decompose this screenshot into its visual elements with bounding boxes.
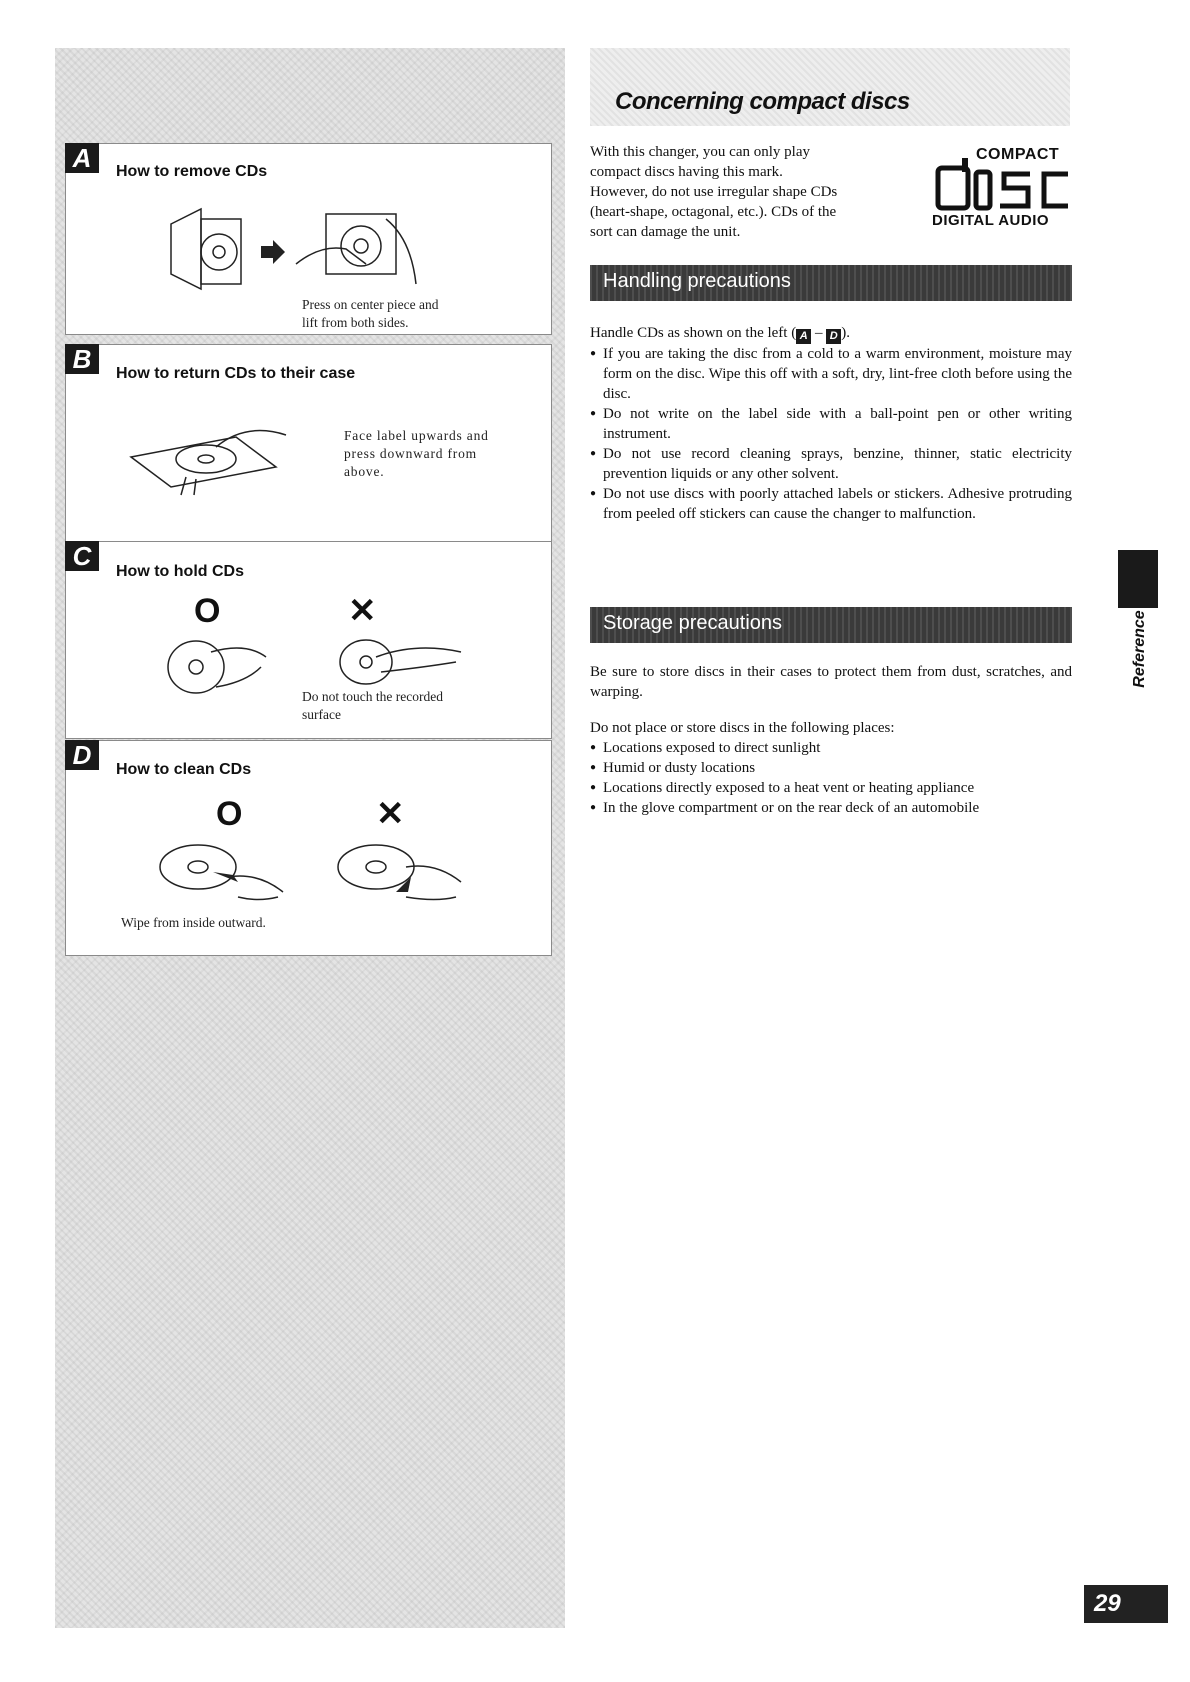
handling-body — [590, 323, 1072, 524]
return-cd-illustration — [126, 417, 296, 497]
mini-badge-a: A — [796, 329, 811, 344]
compact-disc-logo — [932, 146, 1072, 234]
panel-return-cds — [65, 344, 552, 544]
disc-logo-icon — [932, 158, 1072, 212]
panel-a-caption: Press on center piece and lift from both sides. — [302, 297, 439, 330]
side-label-reference: Reference — [1131, 610, 1148, 688]
clean-ok-illustration — [158, 837, 288, 907]
panel-clean-cds — [65, 740, 552, 956]
storage-body — [590, 662, 1072, 818]
side-tab-marker — [1118, 550, 1158, 608]
list-item: ● In the glove compartment or on the rear deck of an automobile — [590, 798, 1072, 818]
panel-hold-cds — [65, 541, 552, 739]
hold-ng-mark: ✕ — [348, 592, 377, 630]
intro-text: With this changer, you can only play compact discs having this mark. However, do not use irregular shape CDs (heart-shape, octagonal, etc.). CDs of the sort can damage the unit. — [590, 144, 838, 240]
list-item: ● Do not write on the label side with a ball-point pen or other writing instrument. — [590, 404, 1072, 444]
storage-para2: Do not place or store discs in the following places: — [590, 720, 895, 736]
storage-bullet-list — [590, 738, 1072, 818]
storage-para1: Be sure to store discs in their cases to protect them from dust, scratches, and warping. — [590, 664, 1072, 700]
hold-ok-illustration — [166, 632, 276, 702]
hold-ng-illustration — [336, 632, 466, 692]
panel-d-caption: Wipe from inside outward. — [121, 915, 266, 930]
badge-b: B — [65, 344, 99, 374]
page-title: Concerning compact discs — [615, 88, 910, 115]
badge-d: D — [65, 740, 99, 770]
handling-title: Handling precautions — [603, 270, 791, 292]
list-item: ● Do not use discs with poorly attached labels or stickers. Adhesive protruding from peeled off stickers can cause the changer to malfunction. — [590, 484, 1072, 524]
handling-bullet-list — [590, 344, 1072, 524]
panel-remove-cds — [65, 143, 552, 335]
badge-c: C — [65, 541, 99, 571]
list-item: ● Do not use record cleaning sprays, benzine, thinner, static electricity prevention liquids or any other solvent. — [590, 444, 1072, 484]
hold-ok-mark: O — [194, 592, 221, 630]
clean-ok-mark: O — [216, 795, 243, 833]
handling-lead: Handle CDs as shown on the left ( A – D ). — [590, 325, 850, 342]
page-number: 29 — [1084, 1585, 1168, 1623]
logo-digital-text: DIGITAL AUDIO — [932, 212, 1050, 229]
list-item: ● If you are taking the disc from a cold to a warm environment, moisture may form on the disc. Wipe this off with a soft, dry, lint-free cloth before using the disc. — [590, 344, 1072, 404]
panel-b-title: How to return CDs to their case — [116, 365, 356, 382]
list-item: ● Locations exposed to direct sunlight — [590, 738, 1072, 758]
panel-d-title: How to clean CDs — [116, 761, 252, 778]
list-item: ● Humid or dusty locations — [590, 758, 1072, 778]
panel-a-title: How to remove CDs — [116, 163, 268, 180]
remove-cd-illustration — [161, 204, 421, 294]
mini-badge-d: D — [826, 329, 841, 344]
clean-ng-illustration — [336, 837, 466, 907]
list-item: ● Locations directly exposed to a heat vent or heating appliance — [590, 778, 1072, 798]
clean-ng-mark: ✕ — [376, 795, 405, 833]
panel-b-caption: Face label upwards and press downward from above. — [344, 428, 489, 479]
storage-title: Storage precautions — [603, 612, 783, 634]
badge-a: A — [65, 143, 99, 173]
logo-compact-text: COMPACT — [976, 146, 1060, 163]
panel-c-title: How to hold CDs — [116, 563, 244, 580]
panel-c-caption: Do not touch the recorded surface — [302, 689, 443, 722]
